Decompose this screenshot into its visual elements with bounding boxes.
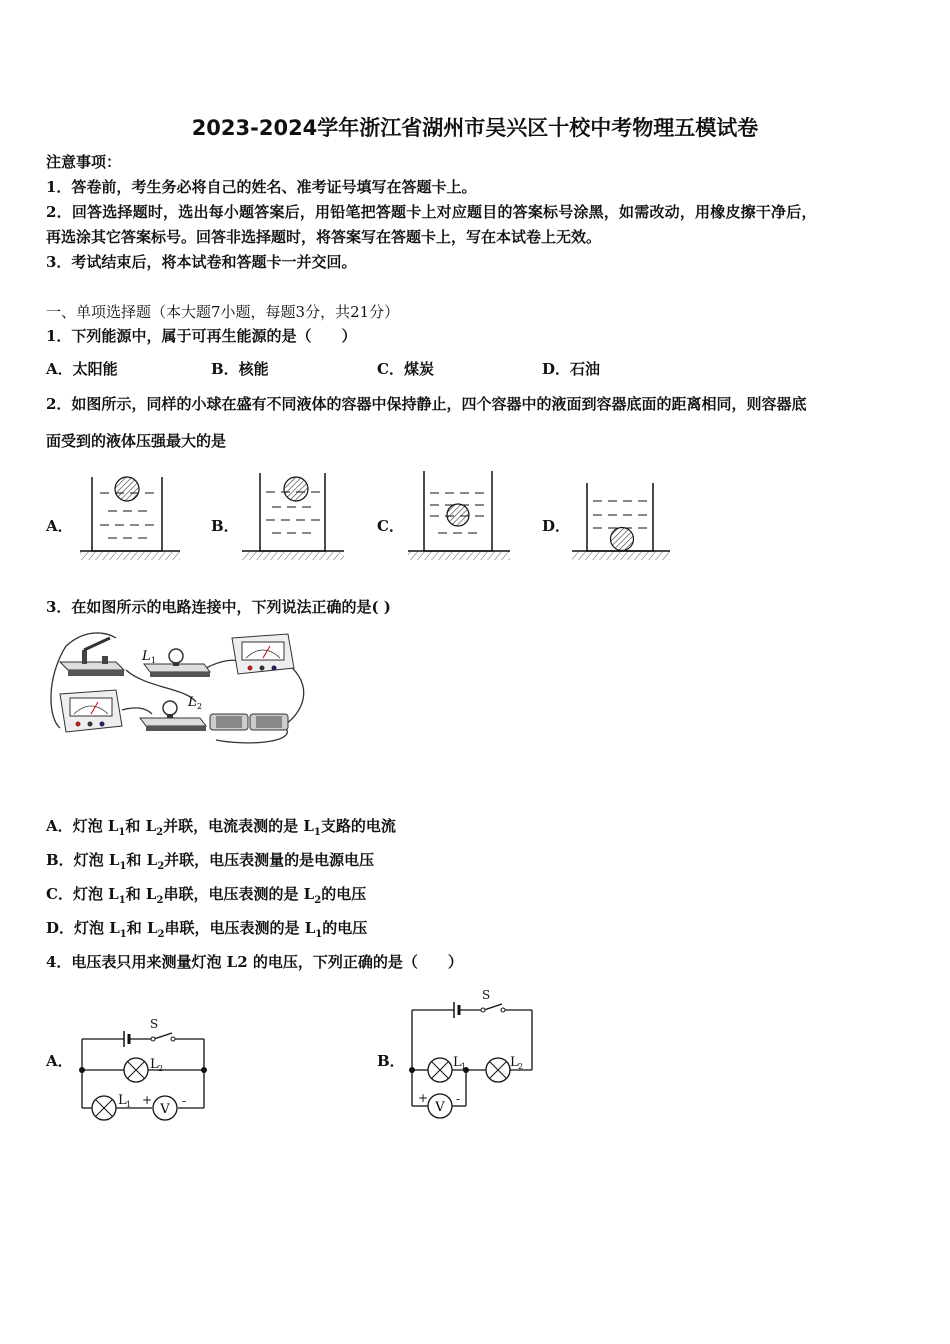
svg-text:L: L [150, 1057, 159, 1072]
lamp-l1-symbol-b [428, 1058, 452, 1082]
container-b [242, 473, 344, 560]
voltmeter-symbol-b [428, 1094, 452, 1118]
q2-label-d: D． [542, 517, 571, 535]
container-a [80, 477, 180, 560]
q2-stem-line2: 面受到的液体压强最大的是 [46, 432, 227, 450]
lamp-l1 [141, 649, 210, 677]
q3-option-a: A．灯泡 $L_1$和 $L_2$并联，电流表测的是 $L_1$支路的电流 [46, 817, 396, 838]
svg-text:+: + [418, 1091, 429, 1105]
q3-option-c: C．灯泡 $L_1$和 $L_2$串联，电压表测的是 $L_2$的电压 [46, 885, 367, 906]
q1-stem: 1．下列能源中，属于可再生能源的是（ ） [46, 327, 357, 345]
svg-text:V: V [435, 1100, 445, 1115]
q2-containers-figure [70, 465, 690, 570]
svg-text:L: L [453, 1055, 462, 1070]
q2-label-a: A． [46, 517, 73, 535]
batteries [210, 714, 288, 730]
svg-text:1: 1 [126, 1100, 132, 1109]
q4-circuit-a [74, 1013, 214, 1125]
svg-text:2: 2 [158, 1064, 164, 1073]
lamp-l2-symbol [124, 1058, 148, 1082]
svg-text:L: L [510, 1055, 519, 1070]
fig-l2-label: L [188, 695, 197, 710]
q4-stem: 4．电压表只用来测量灯泡 L2 的电压，下列正确的是（ ） [46, 953, 463, 971]
svg-text:-: - [182, 1094, 187, 1108]
section-heading: 一、单项选择题（本大题7小题，每题3分，共21分） [46, 303, 400, 321]
note-item-2-cont: 再选涂其它答案标号。回答非选择题时，将答案写在答题卡上，写在本试卷上无效。 [46, 228, 602, 246]
q1-option-c: C．煤炭 [377, 360, 434, 378]
q2-label-c: C． [377, 517, 404, 535]
svg-text:-: - [456, 1092, 461, 1106]
container-d [572, 483, 670, 560]
q3-stem: 3．在如图所示的电路连接中，下列说法正确的是( ) [46, 598, 391, 616]
fig-l2-sub: 2 [197, 702, 203, 711]
q3-option-b: B．灯泡 $L_1$和 $L_2$并联，电压表测量的是电源电压 [46, 851, 375, 872]
meter-left [60, 690, 122, 732]
note-item-3: 3．考试结束后，将本试卷和答题卡一并交回。 [46, 253, 357, 271]
lamp-l2 [140, 695, 206, 731]
container-c [408, 471, 510, 560]
lamp-l2-symbol-b [486, 1058, 510, 1082]
q2-label-b: B． [211, 517, 239, 535]
svg-text:V: V [160, 1102, 170, 1117]
switch-label-a: S [150, 1017, 159, 1031]
note-item-2: 2．回答选择题时，选出每小题答案后，用铅笔把答题卡上对应题目的答案标号涂黑，如需改动，用橡皮擦干净后， [46, 203, 817, 221]
q3-option-d: D．灯泡 $L_1$和 $L_2$串联，电压表测的是 $L_1$的电压 [46, 919, 368, 940]
switch-label-b: S [482, 988, 491, 1002]
q2-stem-line1: 2．如图所示，同样的小球在盛有不同液体的容器中保持静止，四个容器中的液面到容器底面的距离相同，则容器底 [46, 395, 807, 413]
q1-option-b: B．核能 [211, 360, 269, 378]
q3-circuit-figure [46, 628, 308, 750]
note-item-1: 1．答卷前，考生务必将自己的姓名、准考证号填写在答题卡上。 [46, 178, 477, 196]
q1-option-a: A．太阳能 [46, 360, 118, 378]
svg-text:L: L [118, 1093, 127, 1108]
fig-l1-sub: 1 [151, 656, 157, 665]
q4-label-a: A． [46, 1052, 73, 1070]
lamp-l1-symbol [92, 1096, 116, 1120]
svg-text:1: 1 [461, 1062, 467, 1071]
svg-text:+: + [142, 1093, 153, 1107]
notes-heading: 注意事项： [46, 153, 122, 171]
svg-text:2: 2 [518, 1062, 524, 1071]
q4-label-b: B． [377, 1052, 405, 1070]
q4-circuit-b [404, 984, 540, 1124]
q1-option-d: D．石油 [542, 360, 601, 378]
page-title: 2023-2024学年浙江省湖州市吴兴区十校中考物理五模试卷 [191, 116, 759, 140]
meter-top [232, 634, 294, 674]
voltmeter-symbol [153, 1096, 177, 1120]
fig-l1-label: L [142, 649, 151, 664]
